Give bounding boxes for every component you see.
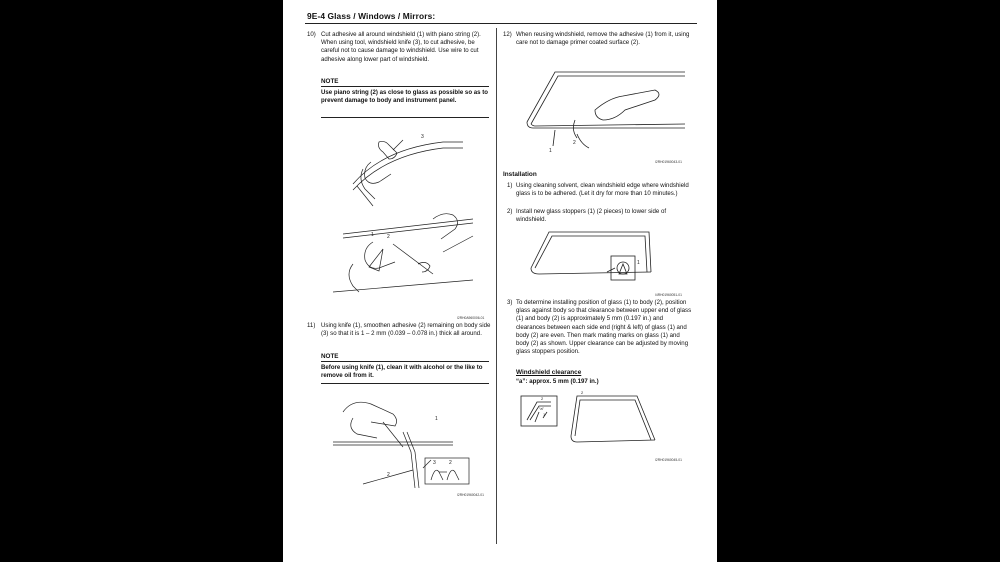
figure-cut-adhesive-drawing bbox=[323, 124, 493, 314]
note-1-bottom-rule bbox=[321, 117, 489, 118]
figure-remove-adhesive bbox=[515, 64, 695, 160]
note-2-top-rule bbox=[321, 361, 489, 362]
figure-smoothen-adhesive-drawing bbox=[323, 392, 493, 492]
install-step-1-text: Using cleaning solvent, clean windshield edge where windshield glass is to be adhered. (Let it dry for more than 10 minutes.) bbox=[516, 182, 689, 198]
fig1-label-1: 1 bbox=[371, 232, 374, 238]
figure-smoothen-adhesive bbox=[323, 392, 493, 492]
page-header: 9E-4 Glass / Windows / Mirrors: bbox=[307, 11, 436, 21]
install-step-1-number: 1) bbox=[507, 182, 513, 189]
fig2-code: I2RH01960042-01 bbox=[457, 493, 484, 497]
header-rule bbox=[305, 23, 697, 24]
manual-page bbox=[283, 0, 717, 562]
fig3-code: I2RH01960043-01 bbox=[655, 160, 682, 164]
figure-windshield-clearance bbox=[517, 390, 667, 456]
fig2-label-2b: 2 bbox=[449, 460, 452, 466]
fig1-code: I2RH0A960006-01 bbox=[457, 316, 485, 320]
step-10-number: 10) bbox=[307, 31, 316, 38]
fig3-label-1: 1 bbox=[549, 148, 552, 154]
install-step-3-text: To determine installing position of glass (1) to body (2), position glass against body so that clearance between upper end of glass (1) and body (2) is approximately 5 mm (0.197 in.) and clearances between each side end (right & left) of glass (1) and body (2) are even. Then mark mating marks on glass (1) and body (2) as shown. Upper clearance can be adjusted by moving glass stoppers position. bbox=[516, 299, 692, 356]
step-11-text: Using knife (1), smoothen adhesive (2) remaining on body side (3) so that it is 1 – 2 mm (0.039 – 0.078 in.) thick all around. bbox=[321, 322, 491, 338]
figure-cut-adhesive bbox=[323, 124, 493, 314]
figure-glass-stoppers-drawing bbox=[527, 228, 657, 294]
step-12-text: When reusing windshield, remove the adhesive (1) from it, using care not to damage primer coated surface (2). bbox=[516, 31, 690, 47]
note-2-text: Before using knife (1), clean it with alcohol or the like to remove oil from it. bbox=[321, 364, 483, 380]
fig1-label-3: 3 bbox=[421, 134, 424, 140]
step-12-number: 12) bbox=[503, 31, 512, 38]
note-2-bottom-rule bbox=[321, 383, 489, 384]
figure-remove-adhesive-drawing bbox=[515, 64, 695, 160]
install-step-2-text: Install new glass stoppers (1) (2 pieces) to lower side of windshield. bbox=[516, 208, 667, 224]
fig5-label-a: “a” bbox=[539, 406, 544, 411]
fig5-code: I2RH01960045-01 bbox=[655, 458, 682, 462]
note-2-title: NOTE bbox=[321, 353, 339, 360]
step-10-text: Cut adhesive all around windshield (1) with piano string (2). When using tool, windshield knife (3), to cut adhesive, be careful not to cause damage to windshield. Use wire to cut adhesive along lower part of windshield. bbox=[321, 31, 481, 63]
windshield-clearance-heading: Windshield clearance bbox=[516, 369, 582, 376]
note-1-top-rule bbox=[321, 86, 489, 87]
figure-glass-stoppers bbox=[527, 228, 657, 294]
column-divider bbox=[496, 28, 497, 544]
installation-heading: Installation bbox=[503, 171, 537, 178]
figure-windshield-clearance-drawing bbox=[517, 390, 667, 456]
step-11-number: 11) bbox=[307, 322, 316, 329]
note-1-title: NOTE bbox=[321, 78, 339, 85]
fig5-label-1: 1 bbox=[543, 412, 546, 417]
windshield-clearance-value: “a”: approx. 5 mm (0.197 in.) bbox=[516, 378, 599, 385]
note-1-text: Use piano string (2) as close to glass as possible so as to prevent damage to body and instrument panel. bbox=[321, 89, 488, 105]
fig5-label-2: 2 bbox=[541, 396, 544, 401]
fig2-label-1: 1 bbox=[435, 416, 438, 422]
install-step-2-number: 2) bbox=[507, 208, 513, 215]
fig2-label-2: 2 bbox=[387, 472, 390, 478]
fig4-label-1: 1 bbox=[637, 260, 640, 266]
install-step-3-number: 3) bbox=[507, 299, 513, 306]
fig4-code: I4RH01960051-01 bbox=[655, 293, 682, 297]
fig5-label-2b: 2 bbox=[581, 390, 584, 395]
fig2-label-3: 3 bbox=[433, 460, 436, 466]
fig1-label-2: 2 bbox=[387, 234, 390, 240]
fig3-label-2: 2 bbox=[573, 140, 576, 146]
